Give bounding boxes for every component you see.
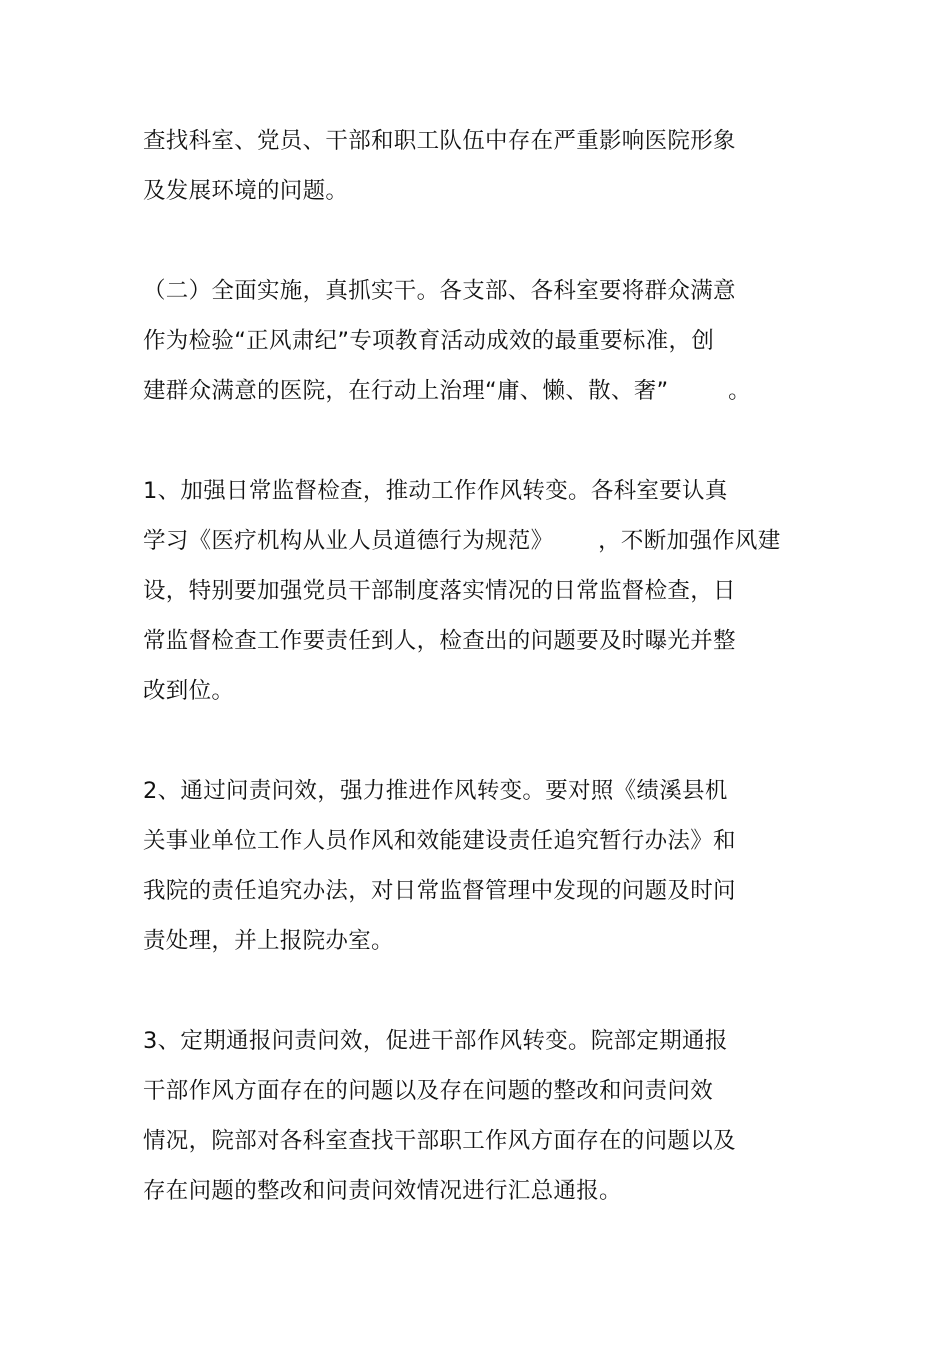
text-line: 作为检验“正风肃纪”专项教育活动成效的最重要标准，创	[143, 328, 715, 354]
text-line: 情况，院部对各科室查找干部职工作风方面存在的问题以及	[143, 1128, 736, 1154]
list-item-line: 3、定期通报问责问效，促进干部作风转变。院部定期通报	[143, 1028, 728, 1054]
section-heading-line: （二）全面实施，真抓实干。各支部、各科室要将群众满意	[143, 278, 736, 304]
text-line: 及发展环境的问题。	[143, 178, 349, 204]
text-line: 改到位。	[143, 678, 235, 704]
list-item-line: 1、加强日常监督检查，推动工作作风转变。各科室要认真	[143, 478, 728, 504]
text-line: 我院的责任追究办法，对日常监督管理中发现的问题及时问	[143, 878, 736, 904]
text-line: 建群众满意的医院，在行动上治理“庸、懒、散、奢” 。	[143, 378, 751, 404]
text-line: 关事业单位工作人员作风和效能建设责任追究暂行办法》和	[143, 828, 736, 854]
list-item-line: 2、通过问责问效，强力推进作风转变。要对照《绩溪县机	[143, 778, 728, 804]
text-line: 常监督检查工作要责任到人，检查出的问题要及时曝光并整	[143, 628, 736, 654]
text-line: 查找科室、党员、干部和职工队伍中存在严重影响医院形象	[143, 128, 736, 154]
text-line: 学习《医疗机构从业人员道德行为规范》 ，不断加强作风建	[143, 528, 781, 554]
text-line: 干部作风方面存在的问题以及存在问题的整改和问责问效	[143, 1078, 714, 1104]
text-line: 责处理，并上报院办室。	[143, 928, 394, 954]
text-line: 设，特别要加强党员干部制度落实情况的日常监督检查，日	[143, 578, 736, 604]
text-line: 存在问题的整改和问责问效情况进行汇总通报。	[143, 1178, 622, 1204]
